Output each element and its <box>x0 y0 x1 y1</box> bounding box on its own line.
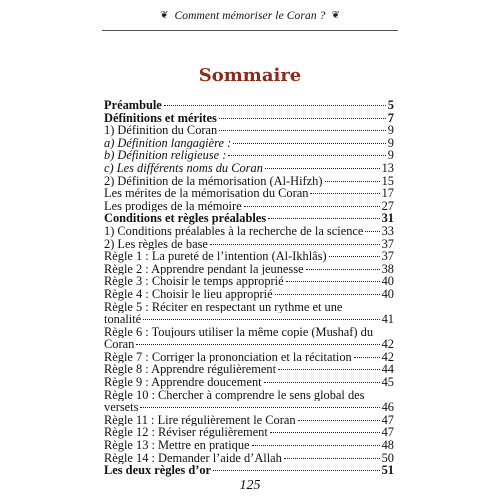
toc-entry-page: 31 <box>381 212 394 225</box>
dot-leader <box>228 155 385 156</box>
toc-entry-page: 9 <box>387 136 394 150</box>
toc-entry-page: 17 <box>381 187 394 200</box>
toc-entry-page: 50 <box>381 451 394 465</box>
toc-entry <box>104 238 394 251</box>
toc-entry-title: Règle 5 : Réciter en respectant un rythme et une <box>104 300 343 314</box>
toc-entry <box>104 99 394 112</box>
toc-entry-title: a) Définition langagière : <box>104 136 232 150</box>
page-number: 125 <box>239 478 261 493</box>
toc-entry-title: Coran <box>104 338 135 351</box>
toc-entry-title: Conditions et règles préalables <box>104 212 267 225</box>
dot-leader <box>268 218 380 219</box>
toc-entry-title: b) Définition religieuse : <box>104 149 227 162</box>
toc-entry <box>104 288 394 301</box>
toc-entry <box>104 426 394 439</box>
table-of-contents <box>104 99 394 477</box>
toc-entry <box>104 338 394 351</box>
toc-entry-title: Règle 1 : La pureté de l’intention (Al-Ikhlâs) <box>104 250 327 263</box>
toc-entry-title: Les prodiges de la mémoire <box>104 199 242 213</box>
dot-leader <box>325 181 380 182</box>
toc-entry-page: 47 <box>381 413 394 427</box>
toc-entry <box>104 414 394 427</box>
dot-leader <box>244 206 380 207</box>
toc-entry-title: versets <box>104 401 139 414</box>
dot-leader <box>286 281 380 282</box>
toc-entry-page: 15 <box>381 174 394 188</box>
toc-entry-title: Les deux règles d’or <box>104 464 212 477</box>
running-header <box>0 2 500 30</box>
dot-leader <box>365 231 379 232</box>
toc-entry <box>104 301 394 314</box>
dot-leader <box>233 143 386 144</box>
toc-entry <box>104 263 394 276</box>
toc-entry-title: Règle 4 : Choisir le lieu approprié <box>104 287 273 301</box>
toc-entry-title: tonalité <box>104 313 142 326</box>
dot-leader <box>265 168 380 169</box>
header-rule <box>102 30 398 31</box>
toc-entry-page: 44 <box>381 363 394 377</box>
toc-entry-page: 7 <box>387 111 394 125</box>
toc-entry-page: 5 <box>387 99 394 112</box>
toc-entry-title: Règle 3 : Choisir le temps approprié <box>104 275 284 288</box>
dot-leader <box>275 294 380 295</box>
leaf-ornament-icon: ❦ <box>331 10 340 21</box>
toc-entry-page: 46 <box>381 401 394 414</box>
toc-entry-title: Règle 10 : Chercher à comprendre le sens global des <box>104 388 365 402</box>
toc-entry-title: 1) Conditions préalables à la recherche de la science <box>104 224 364 238</box>
toc-entry <box>104 149 394 162</box>
toc-entry <box>104 225 394 238</box>
dot-leader <box>270 432 380 433</box>
dot-leader <box>164 105 386 106</box>
toc-entry-page: 9 <box>387 124 394 137</box>
dot-leader <box>252 445 380 446</box>
toc-entry <box>104 351 394 364</box>
dot-leader <box>354 357 380 358</box>
toc-entry <box>104 137 394 150</box>
toc-entry <box>104 464 394 477</box>
toc-entry-page: 42 <box>381 350 394 364</box>
toc-entry-title: Règle 2 : Apprendre pendant la jeunesse <box>104 262 304 276</box>
toc-entry-page: 48 <box>381 439 394 452</box>
toc-entry <box>104 452 394 465</box>
toc-entry-page: 37 <box>381 237 394 251</box>
dot-leader <box>329 256 380 257</box>
toc-entry-page: 51 <box>381 464 394 477</box>
toc-entry-title: 1) Définition du Coran <box>104 124 218 137</box>
toc-entry <box>104 112 394 125</box>
toc-entry-title: Règle 13 : Mettre en pratique <box>104 439 250 452</box>
dot-leader <box>140 407 379 408</box>
page-title: Sommaire <box>198 65 302 86</box>
running-title: Comment mémoriser le Coran ? <box>174 10 326 22</box>
toc-entry-title: Règle 9 : Apprendre doucement <box>104 376 262 389</box>
toc-entry-title: Règle 12 : Réviser régulièrement <box>104 426 268 440</box>
toc-entry <box>104 275 394 288</box>
toc-entry <box>104 376 394 389</box>
toc-entry <box>104 363 394 376</box>
toc-entry-page: 9 <box>387 149 394 162</box>
dot-leader <box>298 420 380 421</box>
toc-entry-page: 37 <box>381 250 394 263</box>
toc-entry-title: c) Les différents noms du Coran <box>104 161 263 175</box>
toc-entry <box>104 401 394 414</box>
toc-entry-title: Règle 11 : Lire régulièrement le Coran <box>104 413 296 427</box>
toc-entry-title: Règle 8 : Apprendre régulièrement <box>104 363 277 377</box>
dot-leader <box>310 193 379 194</box>
toc-entry <box>104 326 394 339</box>
dot-leader <box>306 269 380 270</box>
dot-leader <box>284 458 380 459</box>
toc-entry-page: 27 <box>381 199 394 213</box>
toc-entry-title: 2) Les règles de base <box>104 237 208 251</box>
dot-leader <box>143 319 379 320</box>
toc-entry <box>104 124 394 137</box>
toc-entry <box>104 389 394 402</box>
toc-entry-title: Règle 14 : Demander l’aide d’Allah <box>104 451 282 465</box>
toc-entry-page: 40 <box>381 275 394 288</box>
dot-leader <box>264 382 380 383</box>
toc-entry-page: 45 <box>381 376 394 389</box>
toc-entry-title: Préambule <box>104 99 162 112</box>
toc-entry-page: 40 <box>381 287 394 301</box>
toc-entry-page: 47 <box>381 426 394 440</box>
toc-entry <box>104 439 394 452</box>
toc-entry-title: 2) Définition de la mémorisation (Al-Hifzh) <box>104 174 323 188</box>
toc-entry <box>104 187 394 200</box>
toc-entry-title: Règle 6 : Toujours utiliser la même copie (Mushaf) du <box>104 325 374 339</box>
dot-leader <box>219 130 386 131</box>
toc-entry-page: 41 <box>381 313 394 326</box>
toc-entry-title: Règle 7 : Corriger la prononciation et la récitation <box>104 350 352 364</box>
leaf-ornament-icon: ❦ <box>160 10 169 21</box>
dot-leader <box>278 369 380 370</box>
toc-entry <box>104 162 394 175</box>
toc-entry-title: Définitions et mérites <box>104 111 217 125</box>
toc-entry <box>104 313 394 326</box>
dot-leader <box>210 244 380 245</box>
dot-leader <box>219 118 386 119</box>
toc-entry-title: Les mérites de la mémorisation du Coran <box>104 187 309 200</box>
dot-leader <box>213 470 380 471</box>
dot-leader <box>136 344 379 345</box>
toc-entry <box>104 212 394 225</box>
toc-entry <box>104 200 394 213</box>
toc-entry <box>104 250 394 263</box>
toc-entry <box>104 175 394 188</box>
toc-entry-page: 33 <box>381 224 394 238</box>
toc-entry-page: 38 <box>381 262 394 276</box>
toc-entry-page: 42 <box>381 338 394 351</box>
toc-entry-page: 13 <box>381 161 394 175</box>
